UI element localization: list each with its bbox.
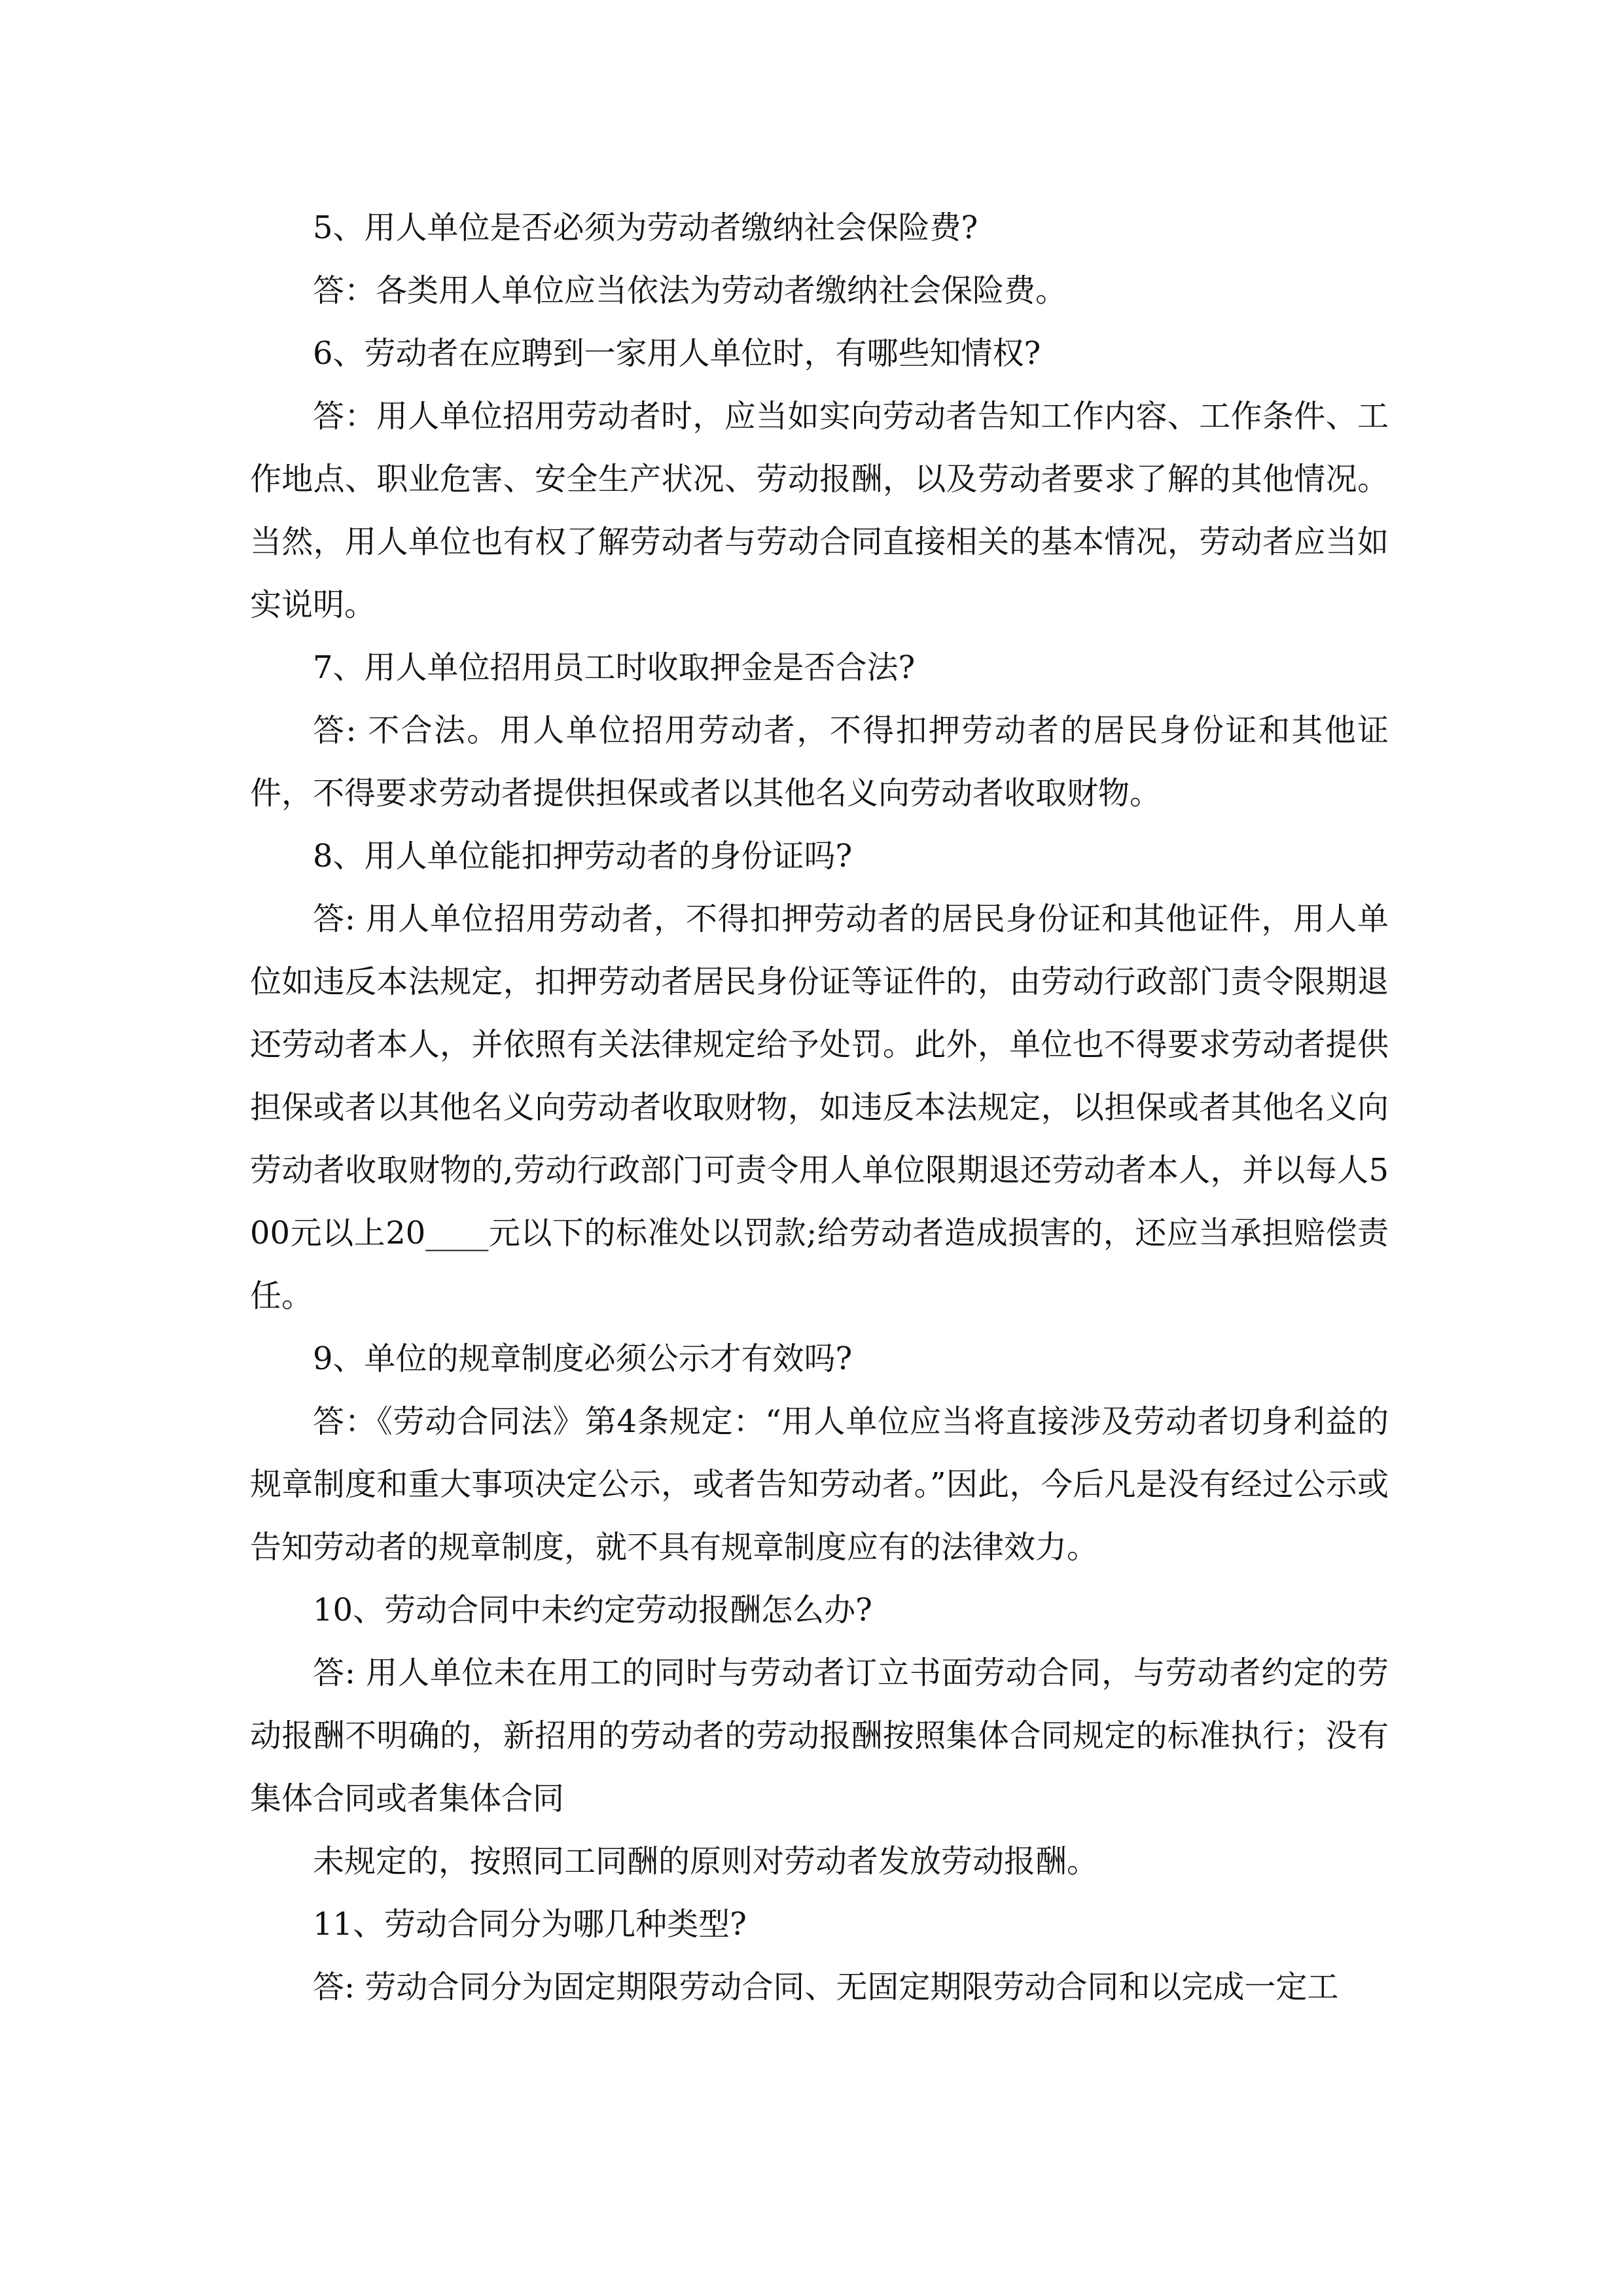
question-7: 7、用人单位招用员工时收取押金是否合法?: [313, 649, 916, 686]
answer-11: 答: 劳动合同分为固定期限劳动合同、无固定期限劳动合同和以完成一定工: [313, 1969, 1339, 2005]
question-6: 6、劳动者在应聘到一家用人单位时，有哪些知情权?: [313, 335, 1041, 372]
document-body: [250, 196, 1389, 2018]
answer-7: 答: 不合法。用人单位招用劳动者，不得扣押劳动者的居民身份证和其他证件，不得要求劳动者提供担保或者以其他名义向劳动者收取财物。: [250, 712, 1389, 812]
question-5: 5、用人单位是否必须为劳动者缴纳社会保险费?: [313, 209, 978, 246]
question-10: 10、劳动合同中未约定劳动报酬怎么办?: [313, 1592, 872, 1628]
answer-10-continued: 未规定的，按照同工同酬的原则对劳动者发放劳动报酬。: [313, 1843, 1099, 1880]
answer-10: 答: 用人单位未在用工的同时与劳动者订立书面劳动合同，与劳动者约定的劳动报酬不明确的，新招用的劳动者的劳动报酬按照集体合同规定的标准执行；没有集体合同或者集体合同: [250, 1655, 1389, 1817]
answer-5: 答：各类用人单位应当依法为劳动者缴纳社会保险费。: [313, 272, 1067, 309]
question-8: 8、用人单位能扣押劳动者的身份证吗?: [313, 838, 853, 874]
answer-6: 答：用人单位招用劳动者时，应当如实向劳动者告知工作内容、工作条件、工作地点、职业危害、安全生产状况、劳动报酬，以及劳动者要求了解的其他情况。当然，用人单位也有权了解劳动者与劳动合同直接相关的基本情况，劳动者应当如实说明。: [250, 398, 1389, 623]
answer-8: 答: 用人单位招用劳动者，不得扣押劳动者的居民身份证和其他证件，用人单位如违反本法规定，扣押劳动者居民身份证等证件的，由劳动行政部门责令限期退还劳动者本人，并依照有关法律规定给予处罚。此外，单位也不得要求劳动者提供担保或者以其他名义向劳动者收取财物，如违反本法规定，以担保或者其他名义向劳动者收取财物的,劳动行政部门可责令用人单位限期退还劳动者本人，并以每人500元以上20____元以下的标准处以罚款;给劳动者造成损害的，还应当承担赔偿责任。: [250, 901, 1389, 1314]
question-9: 9、单位的规章制度必须公示才有效吗?: [313, 1340, 853, 1377]
question-11: 11、劳动合同分为哪几种类型?: [313, 1906, 747, 1943]
answer-9: 答：《劳动合同法》第4条规定：“用人单位应当将直接涉及劳动者切身利益的规章制度和重大事项决定公示，或者告知劳动者。”因此，今后凡是没有经过公示或告知劳动者的规章制度，就不具有规章制度应有的法律效力。: [250, 1403, 1389, 1566]
